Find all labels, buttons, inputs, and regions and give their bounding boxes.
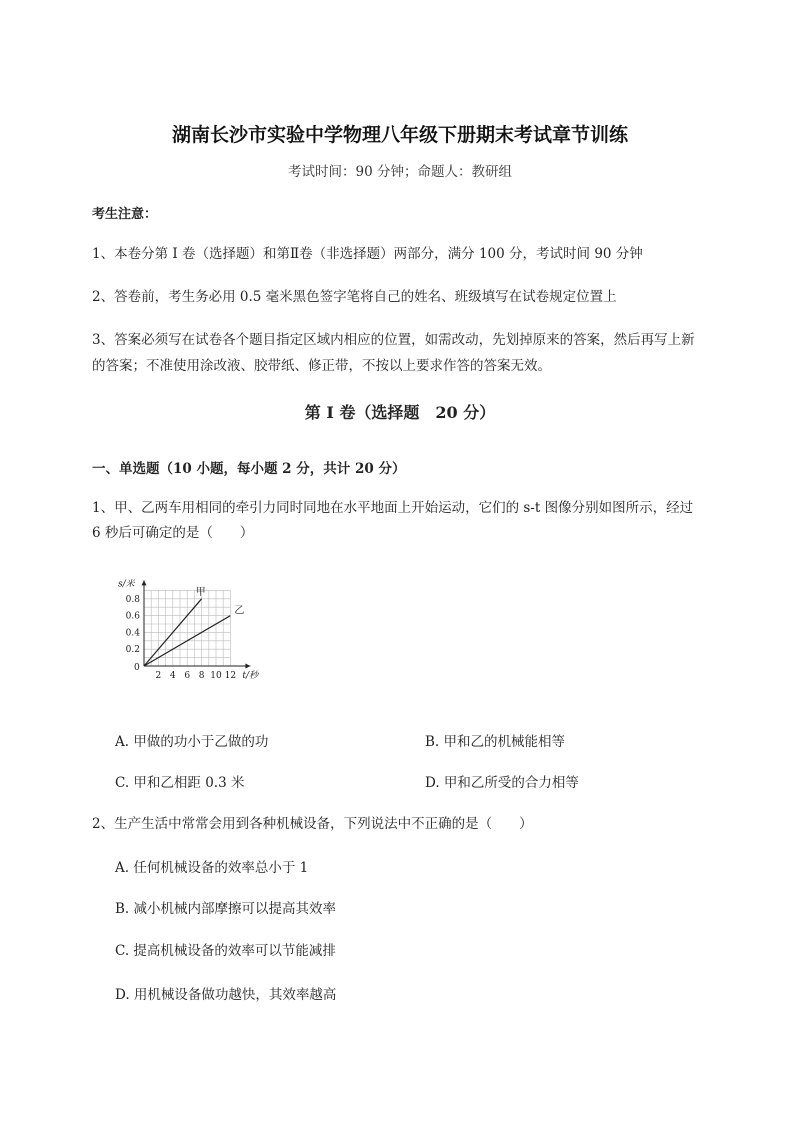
question-2-stem: 2、生产生活中常常会用到各种机械设备，下列说法中不正确的是（ ） bbox=[92, 816, 533, 832]
question-1-stem-cont: 6 秒后可确定的是（ ） bbox=[92, 525, 254, 541]
x-tick-label: 12 bbox=[224, 671, 237, 681]
series-label: 乙 bbox=[234, 605, 245, 617]
y-axis-label: s/米 bbox=[118, 579, 135, 590]
x-tick-label: 10 bbox=[210, 671, 222, 681]
y-tick-label: 0.8 bbox=[125, 594, 140, 605]
y-tick-label: 0.4 bbox=[125, 628, 140, 639]
x-tick-label: 4 bbox=[169, 671, 176, 681]
section-title: 第 I 卷（选择题 20 分） bbox=[304, 403, 496, 422]
x-tick-label: 2 bbox=[155, 671, 162, 681]
x-axis-label: t/秒 bbox=[242, 671, 259, 681]
notice-item-1: 1、本卷分第 I 卷（选择题）和第Ⅱ卷（非选择题）两部分，满分 100 分，考试时间 90 分钟 bbox=[92, 246, 643, 262]
chart-grid bbox=[144, 590, 230, 666]
notice-item-3-cont: 的答案；不准使用涂改液、胶带纸、修正带，不按以上要求作答的答案无效。 bbox=[92, 358, 551, 374]
series-label: 甲 bbox=[195, 586, 206, 598]
x-axis-arrow bbox=[245, 664, 250, 669]
y-tick-label: 0.2 bbox=[125, 645, 140, 656]
x-tick-label: 8 bbox=[198, 671, 205, 681]
page-title: 湖南长沙市实验中学物理八年级下册期末考试章节训练 bbox=[171, 124, 628, 146]
q2-option-b[interactable]: B. 减小机械内部摩擦可以提高其效率 bbox=[115, 901, 337, 917]
q2-option-c[interactable]: C. 提高机械设备的效率可以节能减排 bbox=[115, 943, 336, 959]
q1-option-a[interactable]: A. 甲做的功小于乙做的功 bbox=[115, 734, 269, 750]
origin-label: 0 bbox=[134, 663, 140, 673]
q2-option-d[interactable]: D. 用机械设备做功越快，其效率越高 bbox=[115, 987, 337, 1003]
q1-option-c[interactable]: C. 甲和乙相距 0.3 米 bbox=[115, 775, 245, 791]
q1-option-b[interactable]: B. 甲和乙的机械能相等 bbox=[425, 734, 566, 750]
x-tick-label: 6 bbox=[184, 671, 191, 681]
y-axis-arrow bbox=[142, 580, 147, 585]
chart-ticks bbox=[126, 595, 236, 681]
st-graph bbox=[108, 572, 278, 692]
part-heading: 一、单选题（10 小题，每小题 2 分，共计 20 分） bbox=[92, 461, 406, 477]
y-tick-label: 0.6 bbox=[125, 611, 140, 622]
q1-option-d[interactable]: D. 甲和乙所受的合力相等 bbox=[425, 775, 579, 791]
question-1-stem: 1、甲、乙两车用相同的牵引力同时同地在水平地面上开始运动，它们的 s-t 图像分别如图所示，经过 bbox=[92, 500, 694, 516]
notice-item-3: 3、答案必须写在试卷各个题目指定区域内相应的位置，如需改动，先划掉原来的答案，然后再写上新 bbox=[92, 332, 695, 348]
q2-option-a[interactable]: A. 任何机械设备的效率总小于 1 bbox=[115, 860, 309, 876]
exam-info: 考试时间：90 分钟；命题人：教研组 bbox=[288, 164, 512, 180]
notice-heading: 考生注意： bbox=[92, 207, 158, 222]
notice-item-2: 2、答卷前，考生务必用 0.5 毫米黑色签字笔将自己的姓名、班级填写在试卷规定位置上 bbox=[92, 289, 617, 305]
